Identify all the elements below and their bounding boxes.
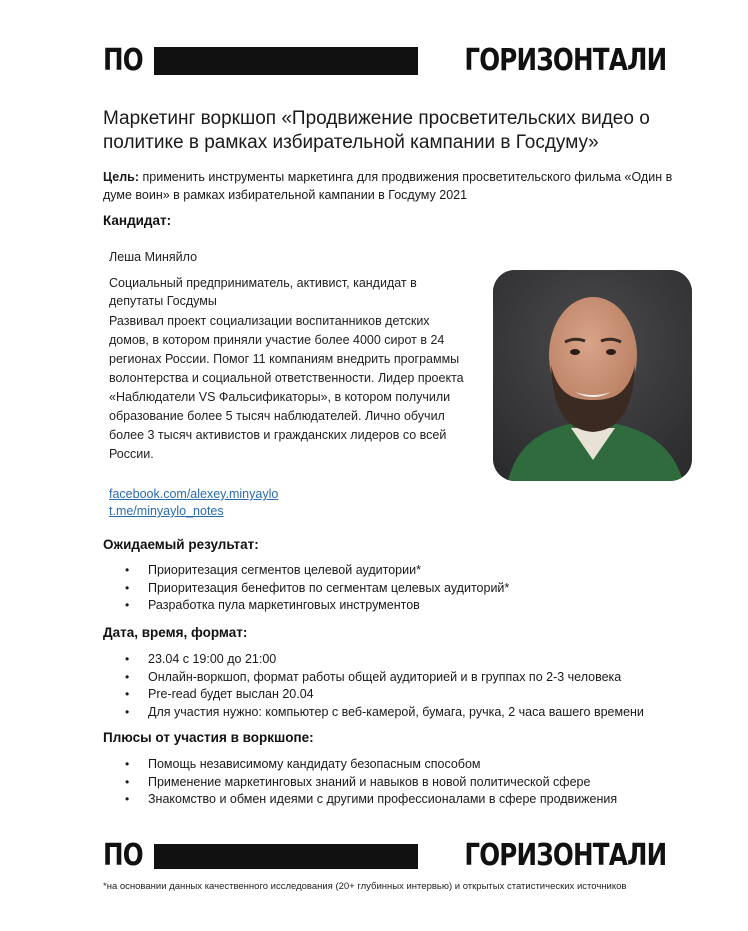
footnote: *на основании данных качественного исследования (20+ глубинных интервью) и открытых статистических источников [103,881,627,892]
candidate-links [109,486,278,520]
logo-bar [154,47,418,75]
list-item: • Онлайн-воркшоп, формат работы общей аудиторией и в группах по 2-3 человека [103,669,743,687]
list-item: • Pre-read будет выслан 20.04 [103,686,743,704]
schedule-list [103,651,743,721]
goal-label: Цель: [103,170,140,184]
logo-word-gorizontali: ГОРИЗОНТАЛИ [463,838,666,873]
candidate-name: Леша Миняйло [109,250,198,264]
goal-text: применить инструменты маркетинга для продвижения просветительского фильма «Один в думе воин» в рамках избирательной кампании в Госдуму 2021 [103,170,673,202]
logo-word-po: ПО [103,838,143,873]
results-list [103,562,743,615]
candidate-bio: Развивал проект социализации воспитанников детских домов, в котором приняли участие более 4000 сирот в 24 регионах России. Помог 11 компаниям внедрить программы волонтерства и социальной ответственности. Лидер проекта «Наблюдатели VS Фальсификаторы», в котором получили образование более 5 тысяч наблюдателей. Лично обучил более 3 тысяч активистов и гражданских лидеров со всей России. [109,314,464,461]
benefits-heading: Плюсы от участия в воркшопе: [103,730,314,745]
list-item: • 23.04 с 19:00 до 21:00 [103,651,743,669]
page-title: Маркетинг воркшоп «Продвижение просветительских видео о политике в рамках избирательной кампании в Госдуму» [103,108,650,153]
logo-bar [154,844,418,869]
facebook-link[interactable]: facebook.com/alexey.minyaylo [109,487,279,501]
results-heading: Ожидаемый результат: [103,537,259,552]
list-item: • Разработка пула маркетинговых инструментов [103,597,743,615]
list-item: • Приоритезация сегментов целевой аудитории* [103,562,743,580]
logo-word-gorizontali: ГОРИЗОНТАЛИ [463,43,666,78]
logo-word-po: ПО [103,43,143,78]
list-item: • Приоритезация бенефитов по сегментам целевых аудиторий* [103,580,743,598]
telegram-link[interactable]: t.me/minyaylo_notes [109,504,224,518]
list-item: • Помощь независимому кандидату безопасным способом [103,756,743,774]
list-item: • Применение маркетинговых знаний и навыков в новой политической сфере [103,774,743,792]
list-item: • Знакомство и обмен идеями с другими профессионалами в сфере продвижения [103,791,743,809]
benefits-list [103,756,743,809]
candidate-photo [493,270,692,481]
footer-logo [103,839,666,873]
list-item: • Для участия нужно: компьютер с веб-камерой, бумага, ручка, 2 часа вашего времени [103,704,743,722]
goal-paragraph [103,168,703,204]
candidate-role: Социальный предприниматель, активист, кандидат в депутаты Госдумы [109,276,417,308]
header-logo [103,44,666,78]
candidate-heading: Кандидат: [103,213,172,228]
schedule-heading: Дата, время, формат: [103,625,248,640]
